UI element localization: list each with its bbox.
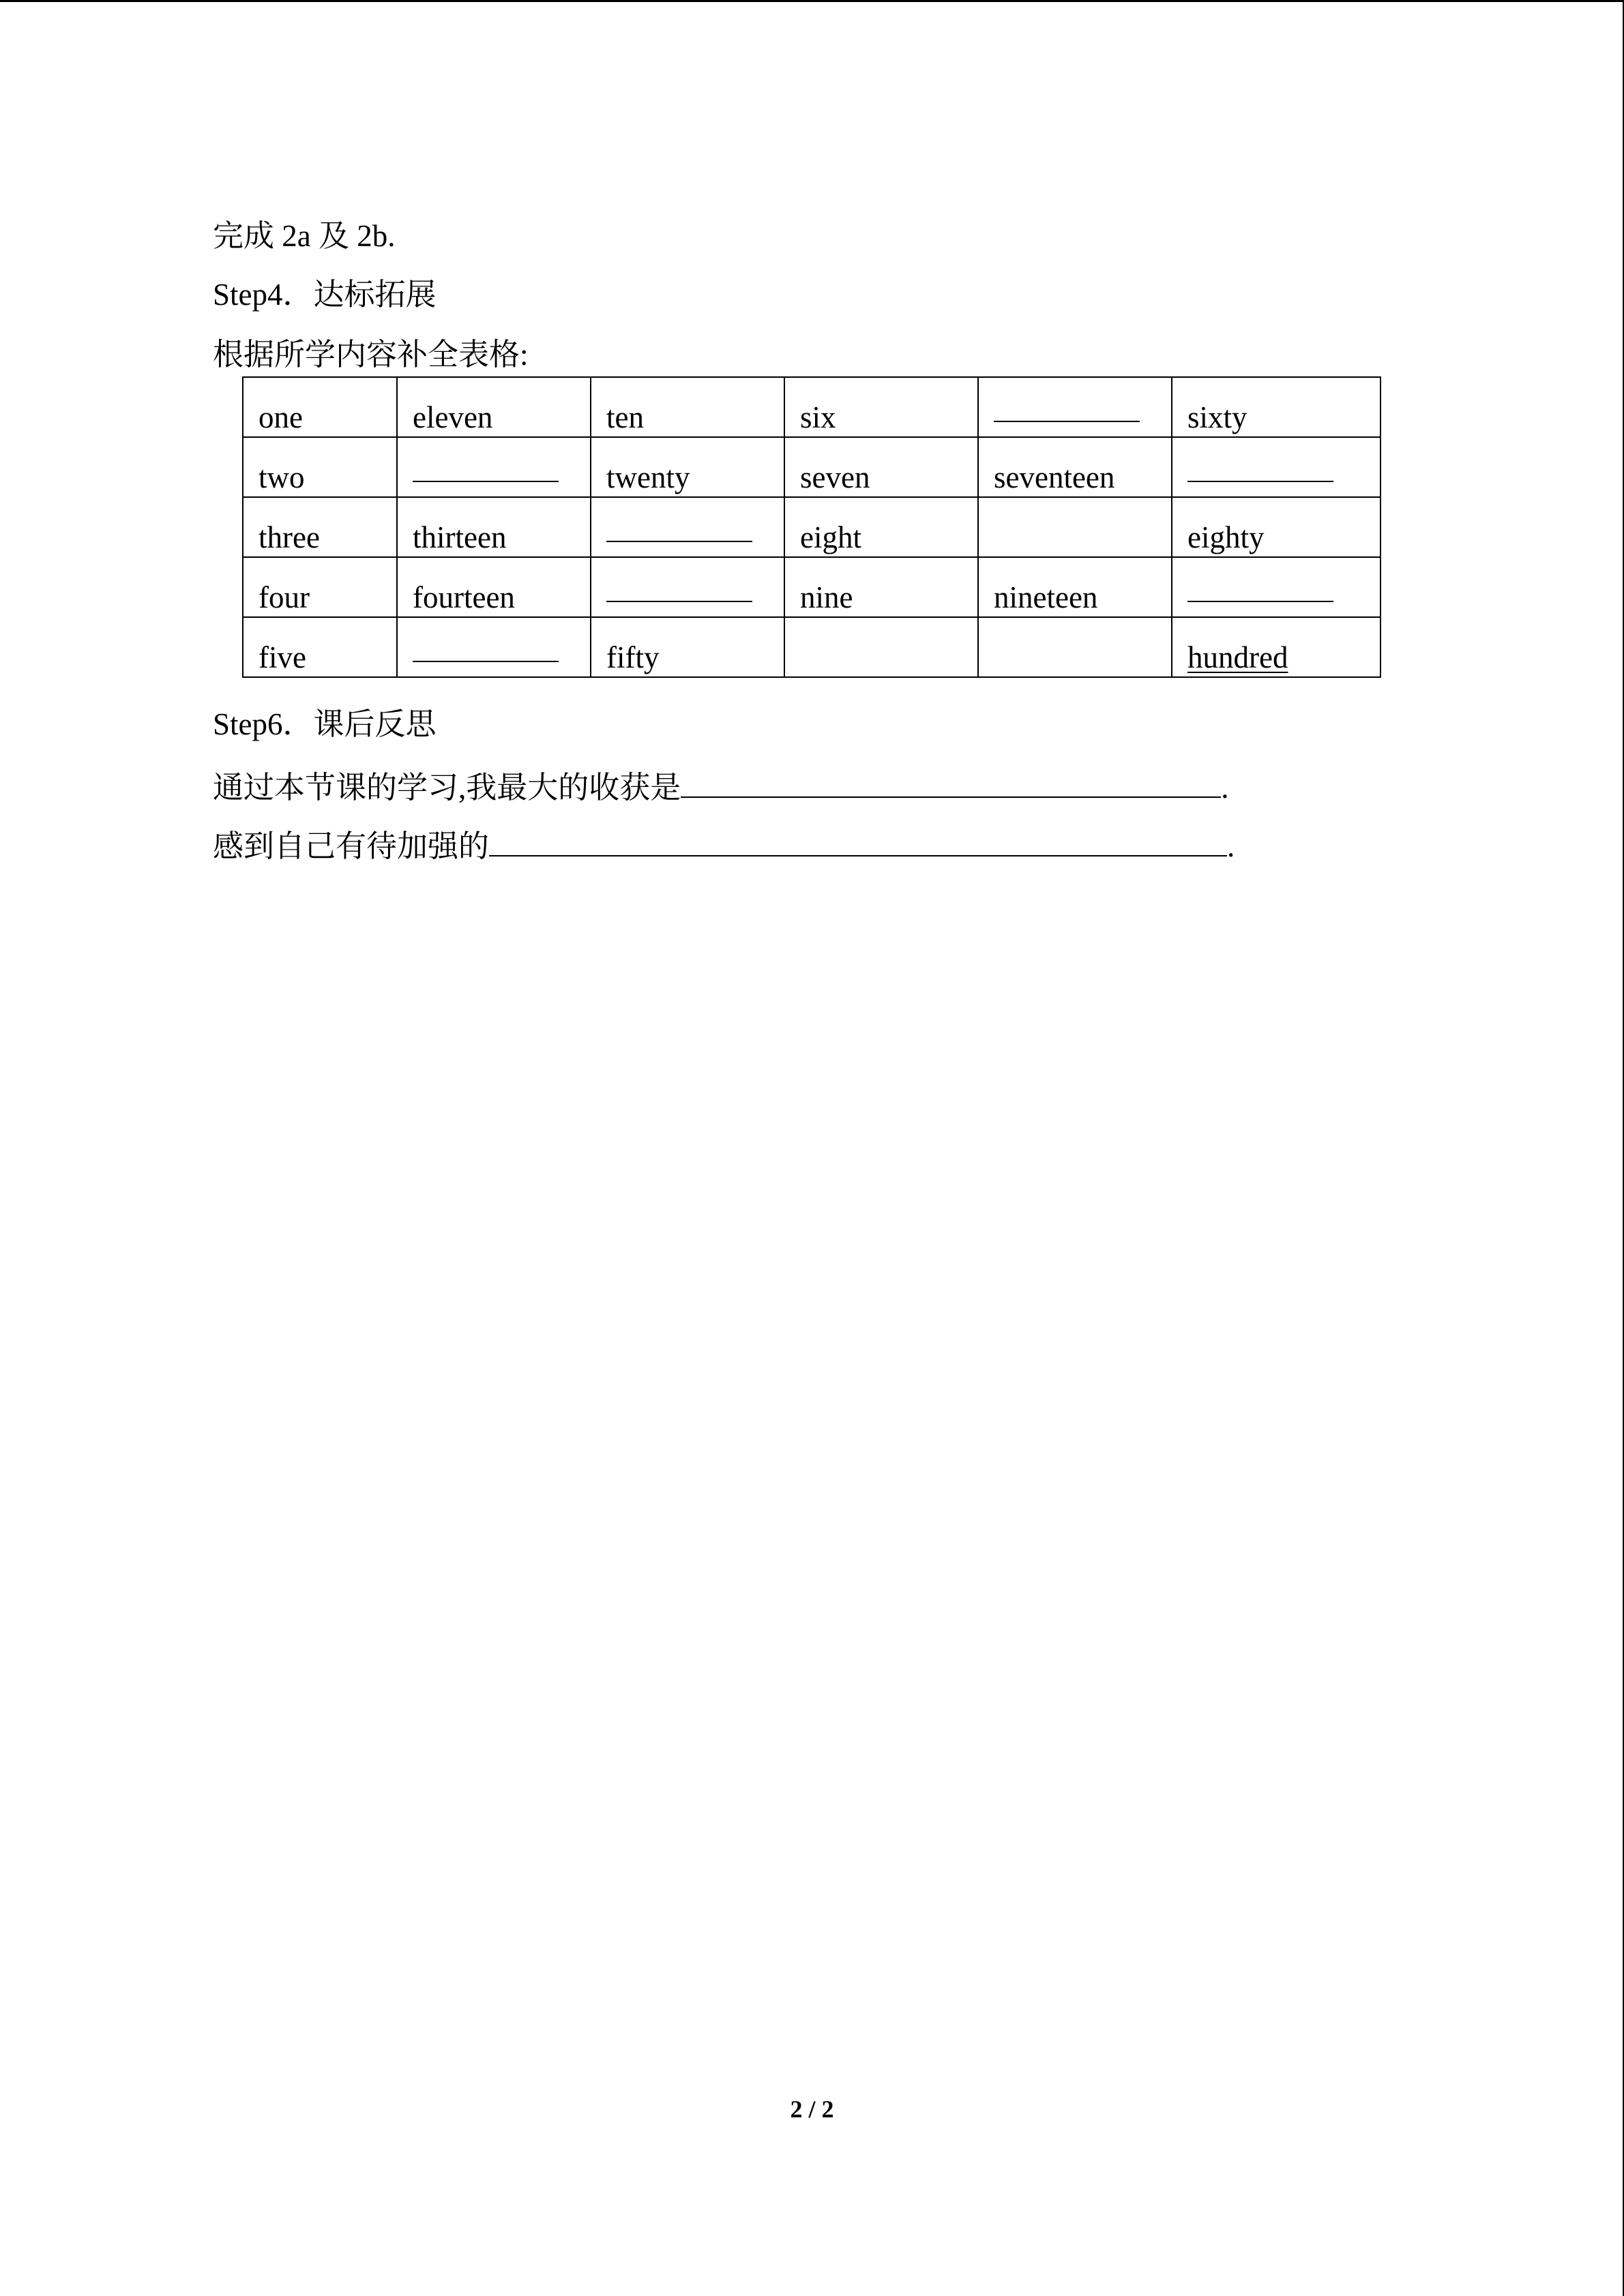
table-cell: thirteen xyxy=(397,497,591,557)
table-cell-blank[interactable] xyxy=(591,497,784,557)
fill-in-blank[interactable] xyxy=(1187,571,1333,602)
harvest-answer-blank[interactable] xyxy=(681,764,1221,798)
table-instruction: 根据所学内容补全表格: xyxy=(213,338,529,372)
table-cell: three xyxy=(243,497,397,557)
fill-in-blank[interactable] xyxy=(994,391,1140,422)
table-cell: seven xyxy=(784,437,978,497)
fill-in-blank[interactable] xyxy=(413,631,559,662)
improve-line xyxy=(213,822,1235,867)
table-row xyxy=(243,557,1381,617)
step6-heading: Step6．课后反思 xyxy=(213,707,437,741)
improve-answer-blank[interactable] xyxy=(489,822,1227,856)
improve-period: . xyxy=(1227,829,1235,863)
harvest-prompt: 通过本节课的学习,我最大的收获是 xyxy=(213,771,681,805)
table-cell: nine xyxy=(784,557,978,617)
table-cell: one xyxy=(243,377,397,437)
fill-in-blank[interactable] xyxy=(606,571,752,602)
table-cell-blank[interactable] xyxy=(591,557,784,617)
fill-in-blank[interactable] xyxy=(1187,451,1333,482)
table-cell: fourteen xyxy=(397,557,591,617)
table-cell-empty xyxy=(784,617,978,677)
improve-prompt: 感到自己有待加强的 xyxy=(213,829,490,863)
table-row xyxy=(243,497,1381,557)
table-row xyxy=(243,437,1381,497)
page-number: 2 / 2 xyxy=(790,2096,834,2123)
table-cell-empty xyxy=(978,497,1172,557)
table-cell-blank[interactable] xyxy=(1172,557,1381,617)
fill-in-blank[interactable] xyxy=(606,511,752,542)
table-cell: eight xyxy=(784,497,978,557)
table-cell: twenty xyxy=(591,437,784,497)
fill-in-blank[interactable] xyxy=(413,451,559,482)
page-border-top xyxy=(0,0,1624,2)
table-cell: fifty xyxy=(591,617,784,677)
table-cell: six xyxy=(784,377,978,437)
table-cell: sixty xyxy=(1172,377,1381,437)
table-cell: nineteen xyxy=(978,557,1172,617)
table-cell-blank[interactable] xyxy=(1172,437,1381,497)
harvest-period: . xyxy=(1221,771,1229,805)
numbers-table xyxy=(242,376,1381,678)
table-cell: four xyxy=(243,557,397,617)
step4-heading: Step4．达标拓展 xyxy=(213,278,437,312)
table-cell: ten xyxy=(591,377,784,437)
hundred-underlined: hundred xyxy=(1187,640,1288,674)
table-cell xyxy=(1172,617,1381,677)
complete-instruction: 完成 2a 及 2b. xyxy=(213,219,396,253)
table-cell-blank[interactable] xyxy=(978,377,1172,437)
harvest-line xyxy=(213,764,1229,808)
table-cell-blank[interactable] xyxy=(397,437,591,497)
table-cell: five xyxy=(243,617,397,677)
table-cell-blank[interactable] xyxy=(397,617,591,677)
table-row xyxy=(243,617,1381,677)
table-cell-empty xyxy=(978,617,1172,677)
table-cell: two xyxy=(243,437,397,497)
table-cell: seventeen xyxy=(978,437,1172,497)
table-row xyxy=(243,377,1381,437)
table-cell: eighty xyxy=(1172,497,1381,557)
table-cell: eleven xyxy=(397,377,591,437)
